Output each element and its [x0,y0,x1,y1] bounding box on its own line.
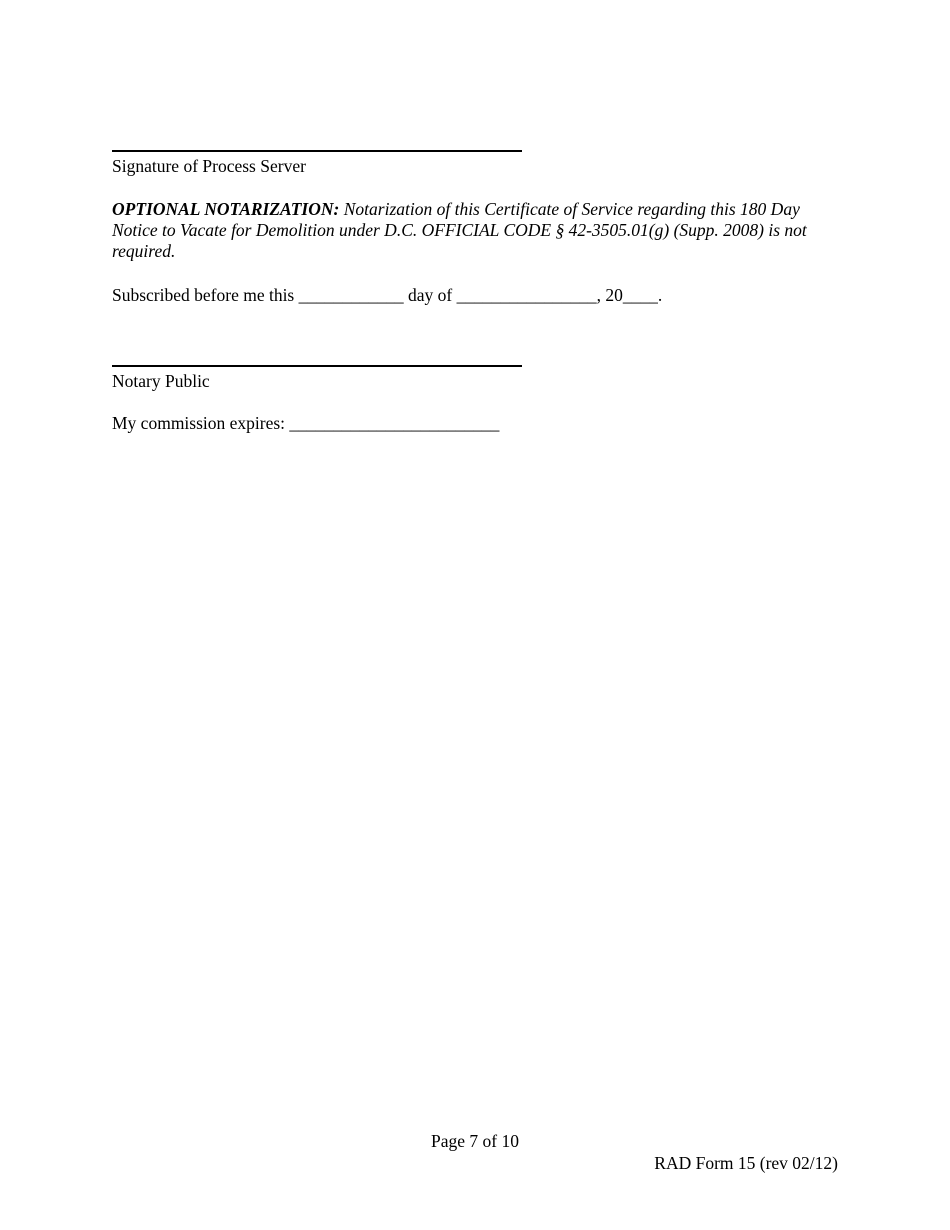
form-identifier: RAD Form 15 (rev 02/12) [654,1153,838,1173]
day-blank: ____________ [298,285,404,305]
commission-prefix: My commission expires: [112,413,290,433]
commission-blank: ________________________ [289,413,500,433]
signature-line [112,150,522,152]
signature-label: Signature of Process Server [112,156,306,176]
subscribed-prefix: Subscribed before me this [112,285,299,305]
year-prefix: , 20 [596,285,623,305]
notarization-lead: OPTIONAL NOTARIZATION: [112,199,340,219]
month-blank: ________________ [456,285,597,305]
page-number: Page 7 of 10 [431,1131,519,1151]
subscribed-day-of: day of [403,285,457,305]
subscribed-suffix: . [657,285,663,305]
commission-line [112,413,499,434]
year-blank: ____ [622,285,658,305]
notarization-text: Notarization of this Certificate of Service regarding this 180 Day Notice to Vacate for Demolition under D.C. OFFICIAL CODE § 42-3505.01(g) (Supp. 2008) is not required. [112,199,807,261]
notary-label: Notary Public [112,371,210,391]
notary-signature-line [112,365,522,367]
notarization-paragraph [112,199,832,262]
subscribed-line [112,285,662,306]
